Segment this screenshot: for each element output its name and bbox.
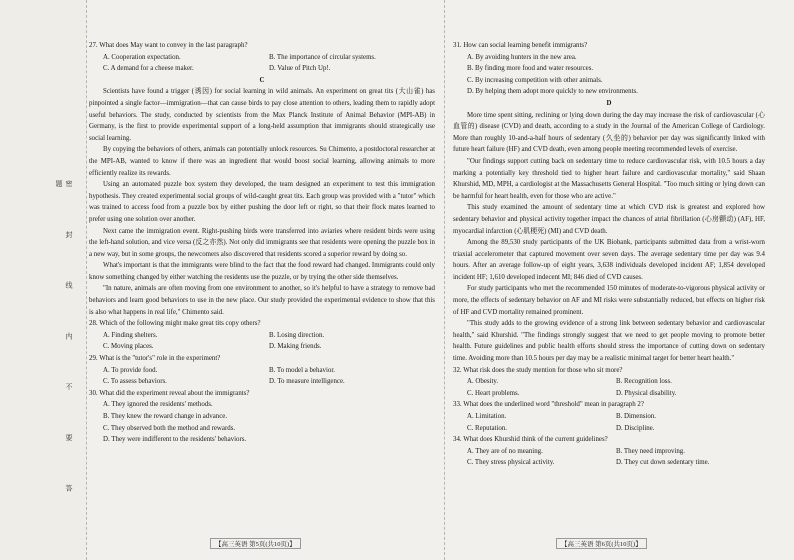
question-34-stem: 34. What does Khurshid think of the current guidelines? xyxy=(453,436,608,444)
option: D. Discipline. xyxy=(616,424,655,432)
option: B. Losing direction. xyxy=(269,331,325,339)
option: A. They are of no meaning. xyxy=(467,447,543,455)
passage-c-paragraph: Scientists have found a trigger (诱因) for social learning in wild animals. An experiment on great tits (大山雀) has pinpointed a single factor—immigration—that can cause birds to pay close attention to others, leading them to rapidly adopt useful behaviors. The study, conducted by scientists from the Max Planck Institute of Animal Behavior (MPI-AB) in Germany, is the first to provide experimental support of a long-held assumption that immigrants should strategically use social learning. xyxy=(89,88,435,142)
passage-d-paragraph: More time spent sitting, reclining or lying down during the day may increase the risk of cardiovascular (心血管的) disease (CVD) and death, according to a study in the Journal of the American College of Cardiology. More than roughly 10-and-a-half hours of sedentary (久坐的) behavior per day was significantly linked with future heart failure (HF) and CVD death, even among people meeting recommended levels of exercise. xyxy=(453,111,765,154)
option: B. The importance of circular systems. xyxy=(269,53,376,61)
option: A. Finding shelters. xyxy=(103,331,158,339)
page-footer-right: 【高三英语 第6页(共10页)】 xyxy=(556,538,647,549)
seal-line xyxy=(86,0,87,560)
option: D. They cut down sedentary time. xyxy=(616,459,710,467)
passage-c-paragraph: By copying the behaviors of others, animals can potentially unlock resources. Su Chimento, a postdoctoral researcher at the MPI-AB, wanted to know if there was an ingredient that would boost social learning, allowing animals to more efficiently realize its rewards. xyxy=(89,146,435,177)
option: B. Dimension. xyxy=(616,413,657,420)
option: C. By increasing competition with other animals. xyxy=(467,76,603,84)
option: C. Reputation. xyxy=(467,424,508,432)
option: A. By avoiding hunters in the new area. xyxy=(467,53,577,61)
question-33-stem: 33. What does the underlined word "threshold" mean in paragraph 2? xyxy=(453,401,644,409)
page-divider xyxy=(444,0,445,560)
passage-d-paragraph: "This study adds to the growing evidence of a strong link between sedentary behavior and cardiovascular health," said Khurshid. "The findings strongly suggest that we need to get people moving to promote better health. Future guidelines and public health efforts should stress the importance of cutting down on sedentary time. Avoiding more than 10.5 hours per day may be a realistic minimal target for better heart health." xyxy=(453,320,765,363)
seal-line-notice: 密 封 线 内 不 要 答 题 xyxy=(55,180,73,513)
option: D. To measure intelligence. xyxy=(269,378,345,386)
page-5 xyxy=(89,40,435,446)
question-34-options xyxy=(453,446,765,469)
question-31-options xyxy=(453,52,765,98)
question-30-stem: 30. What did the experiment reveal about the immigrants? xyxy=(89,389,250,397)
question-28-stem: 28. Which of the following might make great tits copy others? xyxy=(89,320,261,328)
option: B. They knew the reward change in advance. xyxy=(103,413,228,420)
section-heading-d: D xyxy=(606,99,612,107)
question-33-options xyxy=(453,411,765,434)
question-30-options xyxy=(89,399,435,445)
option: C. Moving places. xyxy=(103,343,154,351)
question-27-stem: 27. What does May want to convey in the last paragraph? xyxy=(89,42,248,49)
passage-d-paragraph: For study participants who met the recommended 150 minutes of moderate-to-vigorous physical activity or more, the effects of sedentary behavior on AF and MI risks were substantially reduced, but effects on higher risk of HF and CVD mortality remained prominent. xyxy=(453,285,765,316)
page-footer-left: 【高三英语 第5页(共10页)】 xyxy=(210,538,301,549)
option: C. To assess behaviors. xyxy=(103,378,167,386)
option: B. They need improving. xyxy=(616,447,685,455)
question-32-options xyxy=(453,376,765,399)
page-6 xyxy=(453,40,765,469)
option: A. Limitation. xyxy=(467,413,507,420)
option: C. They observed both the method and rewards. xyxy=(103,424,236,432)
question-32-stem: 32. What risk does the study mention for those who sit more? xyxy=(453,366,623,374)
passage-d-paragraph: Among the 89,530 study participants of the UK Biobank, participants submitted data from a wrist-worn triaxial accelerometer that captured movement over seven days. The average sedentary time per day was 9.4 hours. After an average follow-up of eight years, 3,638 individuals developed incident AF; 1,854 developed incident HF; 1,610 developed indecent MI; 846 died of CVD causes. xyxy=(453,239,765,281)
option: B. Recognition loss. xyxy=(616,378,672,386)
passage-c-paragraph: "In nature, animals are often moving from one environment to another, so it's helpful to have a strategy to remove bad behaviors and learn good behaviors to use in the new place. Our study provided the experimental evidence to show that this is also what happens in real life," Chimento said. xyxy=(89,285,435,316)
question-29-stem: 29. What is the "tutor's" role in the experiment? xyxy=(89,355,221,363)
question-29-options xyxy=(89,365,435,388)
option: D. Making friends. xyxy=(269,343,322,351)
option: A. To provide food. xyxy=(103,366,158,374)
option: D. Value of Pitch Up!. xyxy=(269,65,331,73)
option: A. Obesity. xyxy=(467,378,499,386)
section-heading-c: C xyxy=(259,76,265,84)
option: D. Physical disability. xyxy=(616,389,677,397)
option: C. They stress physical activity. xyxy=(467,459,555,467)
question-31-stem: 31. How can social learning benefit immigrants? xyxy=(453,42,588,49)
option: C. A demand for a cheese maker. xyxy=(103,65,194,73)
option: A. Cooperation expectation. xyxy=(103,53,181,61)
option: D. They were indifferent to the residents' behaviors. xyxy=(103,436,247,444)
passage-d-paragraph: This study examined the amount of sedentary time at which CVD risk is greatest and explored how sedentary behavior and physical activity together impact the chances of atrial fibrillation (心房颤动) (AF), HF, myocardial infarction (心肌梗死) (MI) and CVD death. xyxy=(453,204,765,235)
passage-c-paragraph: Next came the immigration event. Right-pushing birds were transferred into aviaries where resident birds were using the left-hand solution, and vice versa (反之亦然). Not only did immigrants see that residents were opening the puzzle box in a new way, but in some groups, the newcomers also discovered that residents scored a superior reward by doing so. xyxy=(89,227,435,258)
passage-c-paragraph: What's important is that the immigrants were blind to the fact that the food reward had changed. Immigrants could only know something changed by either watching the residents use the puzzle, or by trying the other side themselves. xyxy=(89,262,435,281)
passage-d-paragraph: "Our findings support cutting back on sedentary time to reduce cardiovascular risk, with 10.5 hours a day marking a potentially key threshold tied to higher heart failure and cardiovascular mortality," said Shaan Khurshid, MD, MPH, a cardiologist at the Massachusetts General Hospital. "Too much sitting or lying down can be harmful for heart health, even for those who are active." xyxy=(453,157,765,200)
option: D. By helping them adopt more quickly to new environments. xyxy=(467,88,638,96)
option: B. By finding more food and water resources. xyxy=(467,65,594,73)
question-28-options xyxy=(89,330,435,353)
passage-c-paragraph: Using an automated puzzle box system they developed, the team designed an experiment to test this immigration hypothesis. They created experimental social groups of wild-caught great tits. Each group was provided with a "tutor" which was trained to access food from a puzzle box by either pushing the door left or right, so that their flock mates learned to prefer using one solution over another. xyxy=(89,181,435,223)
question-27-options xyxy=(89,52,435,75)
option: B. To model a behavior. xyxy=(269,366,335,374)
option: A. They ignored the residents' methods. xyxy=(103,401,213,409)
option: C. Heart problems. xyxy=(467,389,520,397)
